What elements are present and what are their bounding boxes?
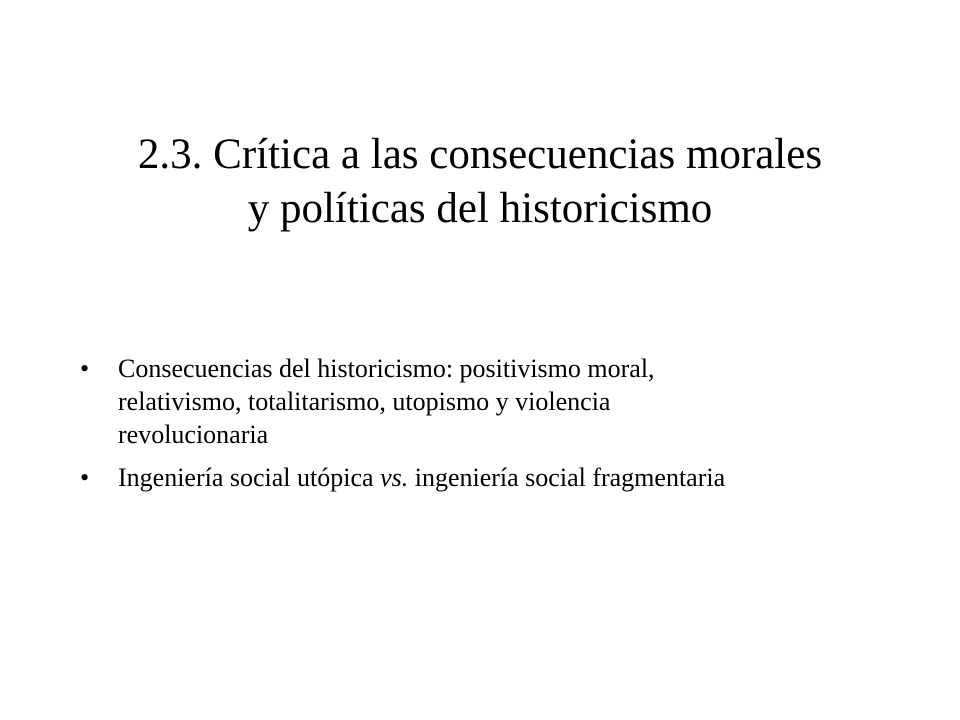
bullet-text-segment: ingeniería social fragmentaria: [408, 463, 726, 492]
bullet-text: [118, 463, 725, 492]
bullet-text-segment: Ingeniería social utópica: [118, 463, 381, 492]
bullet-text-line: relativismo, totalitarismo, utopismo y violencia: [118, 387, 611, 416]
bullet-list: [80, 352, 900, 504]
bullet-item-social-engineering: [80, 461, 900, 494]
bullet-text-line: revolucionaria: [118, 420, 269, 449]
bullet-icon: •: [80, 354, 90, 383]
bullet-text-line: Consecuencias del historicismo: positivismo moral,: [118, 354, 655, 383]
slide-title-line-2: y políticas del historicismo: [247, 185, 713, 232]
bullet-text-emphasis: vs.: [380, 463, 409, 492]
bullet-item-consequences: [80, 352, 900, 451]
slide-title: [60, 128, 900, 236]
bullet-icon: •: [80, 463, 90, 492]
bullet-text: [118, 352, 900, 451]
slide-title-line-1: 2.3. Crítica a las consecuencias morales: [137, 131, 823, 178]
